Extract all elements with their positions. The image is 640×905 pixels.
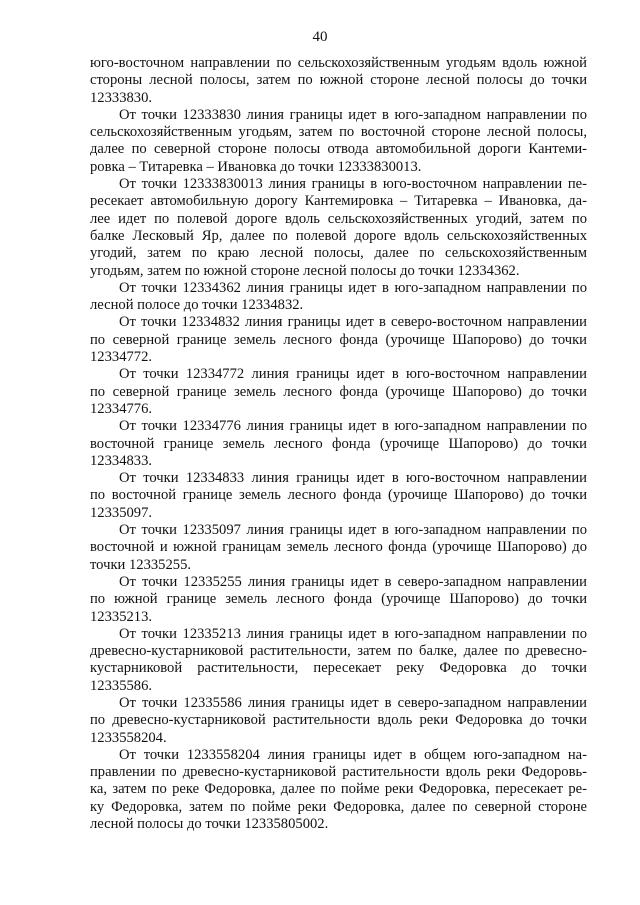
body-line: угодий, затем по краю лесной полосы, далее по сельскохозяйственным: [90, 245, 587, 262]
paragraph-first-line: От точки 12335586 линия границы идет в северо-западном направлении: [119, 694, 587, 711]
body-line: по древесно-кустарниковой растительности вдоль реки Федоровка до точки: [90, 712, 587, 729]
document-body: [90, 55, 587, 833]
body-line: 12335586.: [90, 677, 153, 694]
body-line: 12334772.: [90, 349, 153, 366]
body-line: лее идет по полевой дороге вдоль сельскохозяйственных угодий, затем по: [90, 210, 587, 227]
body-line: 12335097.: [90, 504, 153, 521]
body-line: по северной границе земель лесного фонда (урочище Шапорово) до точки: [90, 383, 587, 400]
body-line: кустарниковой растительности, пересекает реку Федоровка до точки: [90, 660, 587, 677]
body-line: восточной и южной границам земель лесного фонда (урочище Шапорово) до: [90, 539, 587, 556]
paragraph-first-line: От точки 1233558204 линия границы идет в общем юго-западном на-: [119, 746, 587, 763]
body-line: балке Лесковый Яр, далее по полевой дороге вдоль сельскохозяйственных: [90, 227, 587, 244]
body-line: 12335213.: [90, 608, 153, 625]
paragraph-first-line: От точки 12334362 линия границы идет в юго-западном направлении по: [119, 279, 587, 296]
body-line: точки 12335255.: [90, 556, 192, 573]
body-line: 12334833.: [90, 452, 153, 469]
body-line: лесной полосе до точки 12334832.: [90, 297, 304, 314]
body-line: ресекает автомобильную дорогу Кантемировка – Титаревка – Ивановка, да-: [90, 193, 587, 210]
body-line: 12333830.: [90, 89, 153, 106]
body-line: стороны лесной полосы, затем по южной стороне лесной полосы до точки: [90, 72, 587, 89]
body-line: ку Федоровка, затем по пойме реки Федоровка, далее по северной стороне: [90, 798, 587, 815]
body-line: ка, затем по реке Федоровка, далее по пойме реки Федоровка, пересекает ре-: [90, 781, 587, 798]
paragraph-first-line: От точки 12335255 линия границы идет в северо-западном направлении: [119, 573, 587, 590]
body-line: по восточной границе земель лесного фонда (урочище Шапорово) до точки: [90, 487, 587, 504]
paragraph-first-line: От точки 12335097 линия границы идет в юго-западном направлении по: [119, 522, 587, 539]
body-line: 1233558204.: [90, 729, 167, 746]
body-line: древесно-кустарниковой растительности, затем по балке, далее по древесно-: [90, 643, 587, 660]
paragraph-first-line: От точки 12334833 линия границы идет в юго-восточном направлении: [119, 470, 587, 487]
paragraph-first-line: От точки 12334776 линия границы идет в юго-западном направлении по: [119, 418, 587, 435]
paragraph-first-line: От точки 12333830013 линия границы в юго-восточном направлении пе-: [119, 176, 587, 193]
paragraph-first-line: От точки 12334772 линия границы идет в юго-восточном направлении: [119, 366, 587, 383]
body-line: лесной полосы до точки 12335805002.: [90, 816, 329, 833]
body-line: правлении по древесно-кустарниковой растительности вдоль реки Федоровь-: [90, 764, 587, 781]
page-number: 40: [312, 29, 328, 45]
paragraph-first-line: От точки 12334832 линия границы идет в северо-восточном направлении: [119, 314, 587, 331]
paragraph-first-line: От точки 12333830 линия границы идет в юго-западном направлении по: [119, 106, 587, 123]
body-line: по северной границе земель лесного фонда (урочище Шапорово) до точки: [90, 331, 587, 348]
body-line: далее по северной стороне полосы отвода автомобильной дороги Кантеми-: [90, 141, 587, 158]
body-line: юго-восточном направлении по сельскохозяйственным угодьям вдоль южной: [90, 55, 587, 71]
body-line: ровка – Титаревка – Ивановка до точки 12333830013.: [90, 158, 422, 175]
body-line: 12334776.: [90, 400, 153, 417]
paragraph-first-line: От точки 12335213 линия границы идет в юго-западном направлении по: [119, 625, 587, 642]
body-line: угодьям, затем по южной стороне лесной полосы до точки 12334362.: [90, 262, 520, 279]
body-line: сельскохозяйственным угодьям, затем по восточной стороне лесной полосы,: [90, 124, 587, 141]
body-line: восточной границе земель лесного фонда (урочище Шапорово) до точки: [90, 435, 587, 452]
body-line: по южной границе земель лесного фонда (урочище Шапорово) до точки: [90, 591, 587, 608]
